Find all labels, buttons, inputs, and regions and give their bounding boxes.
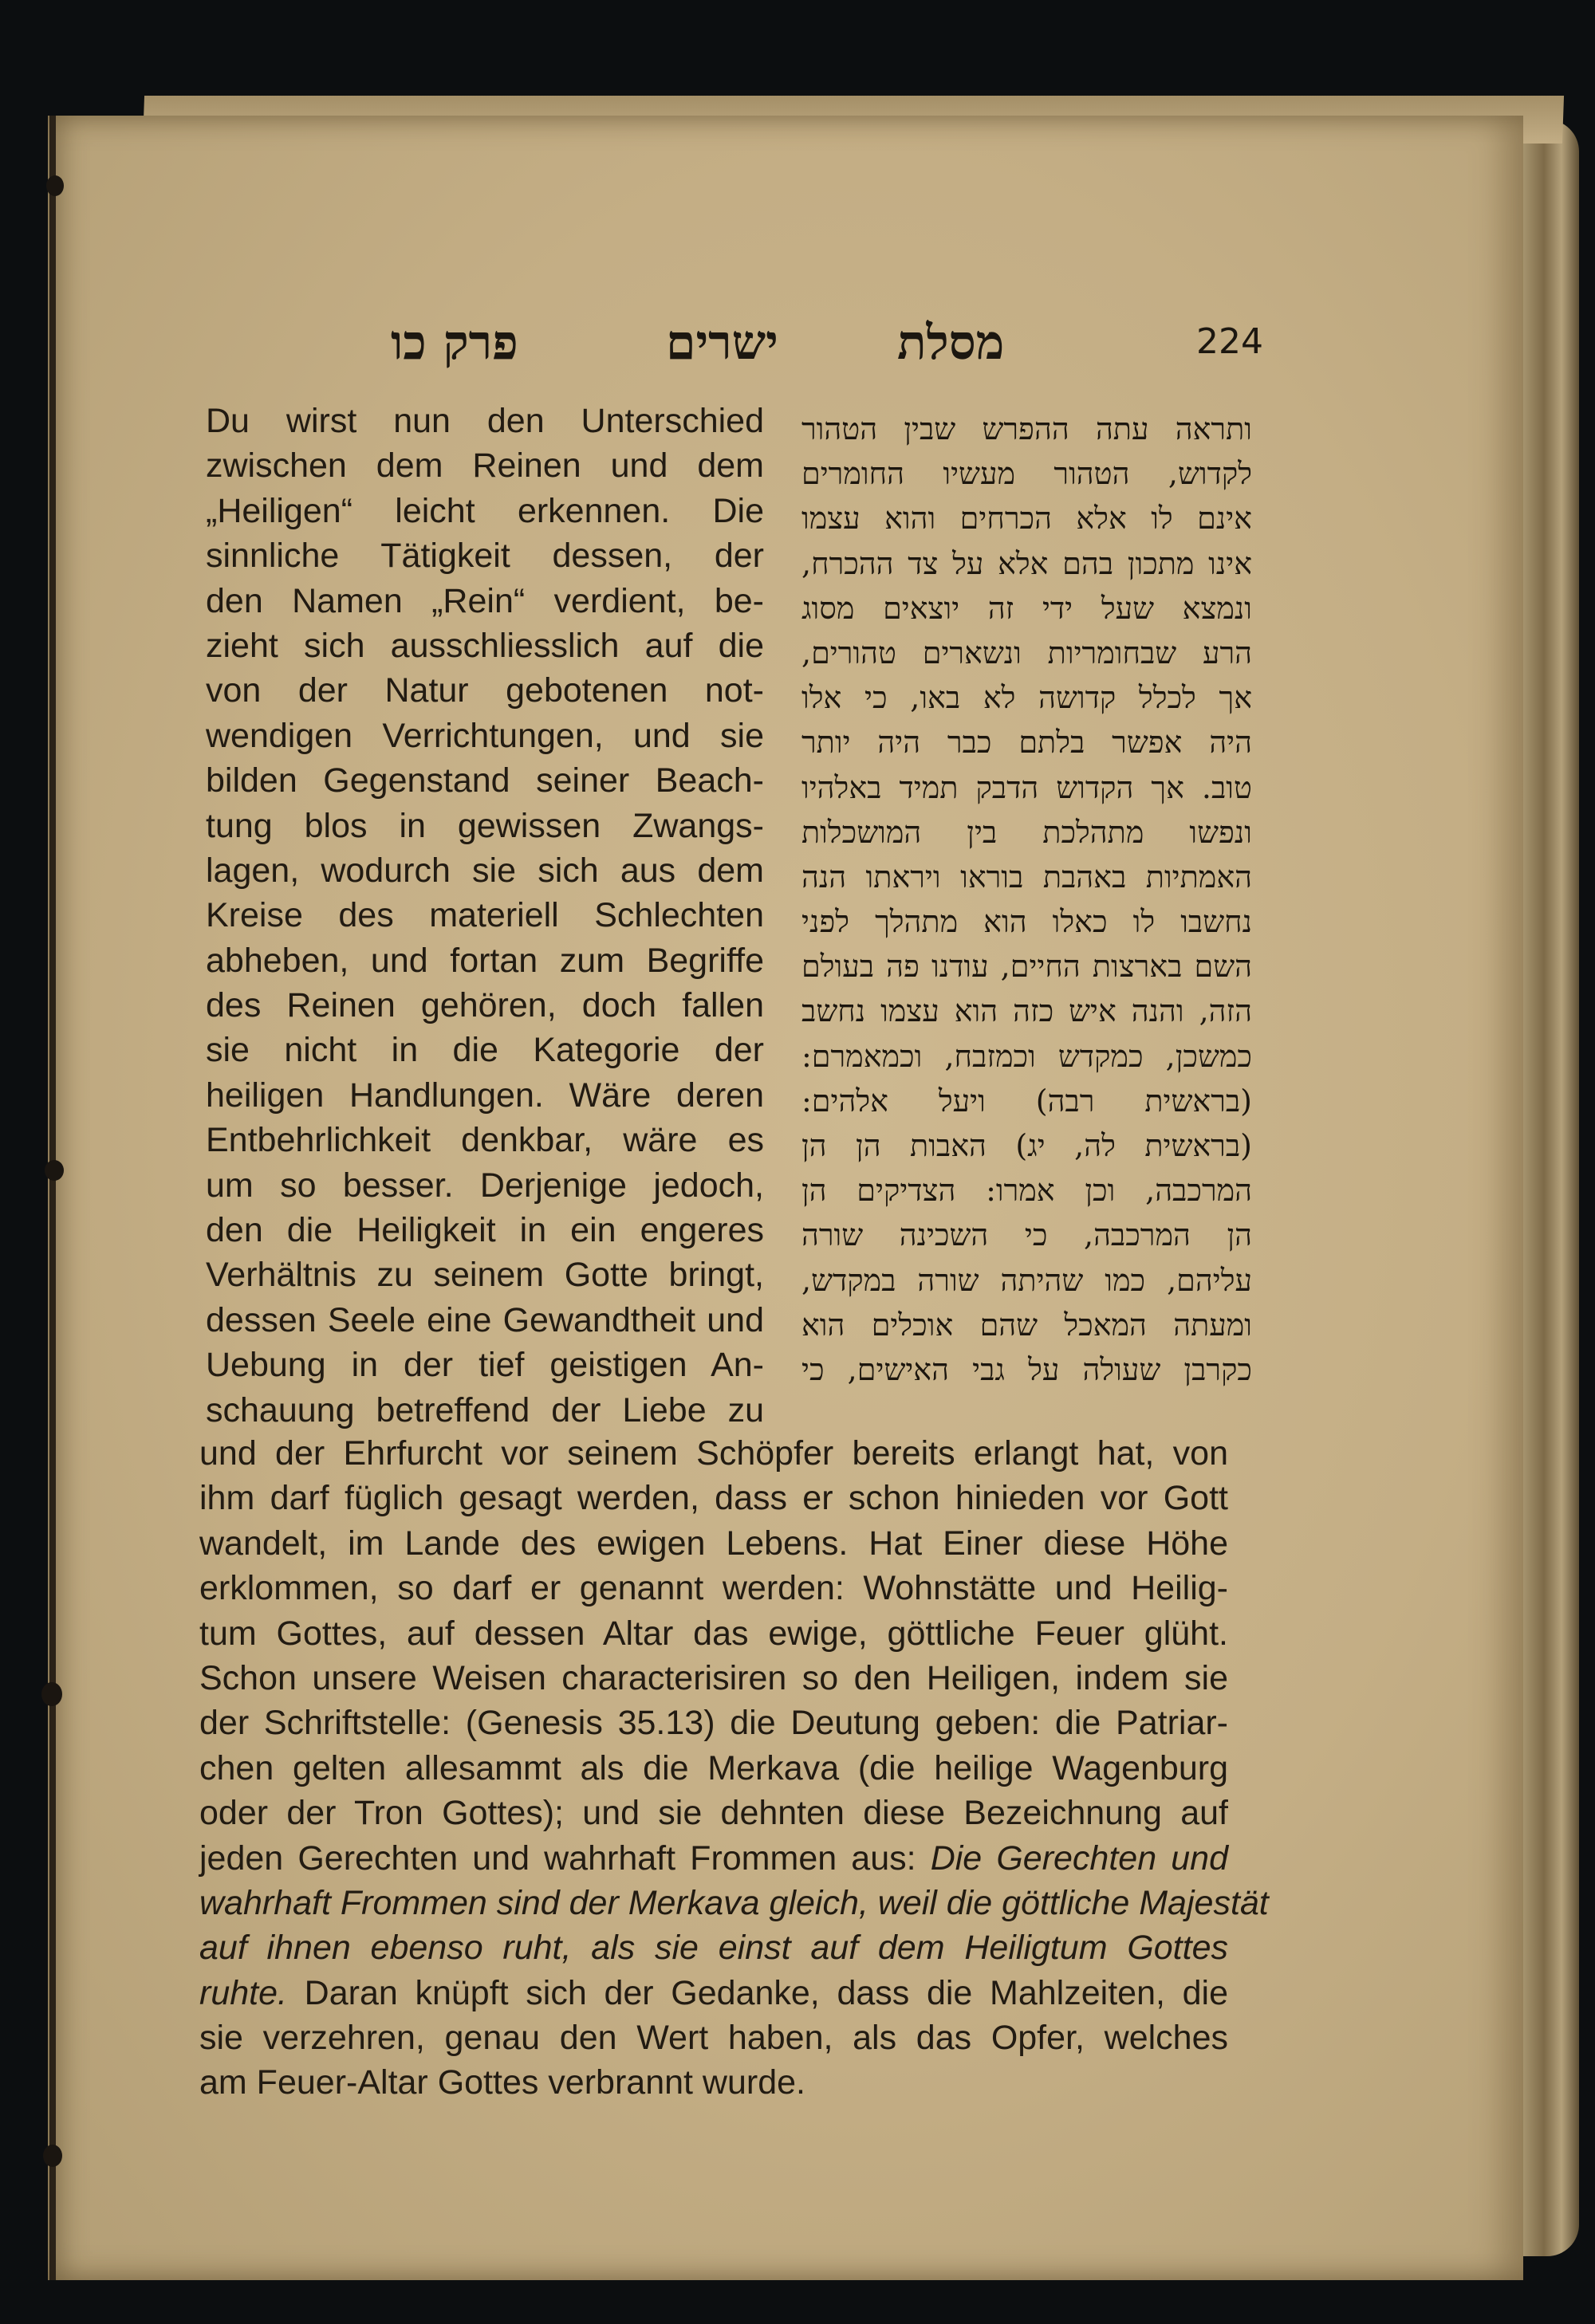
paragraph-line: erklommen, so darf er genannt werden: Wohnstätte und Heilig- [199,1569,1228,1608]
german-line: zwischen dem Reinen und dem [206,446,764,486]
header-title-word-2: ישרים [666,315,778,371]
german-line: bilden Gegenstand seiner Beach- [206,761,764,800]
german-line: den Namen „Rein“ verdient, be- [206,581,764,620]
hebrew-line: הן המרכבה, כי השכינה שורה [801,1217,1252,1253]
hebrew-line: אינם לו אלא הכרחים והוא עצמו [801,501,1252,537]
hebrew-line: כמשכן, כמקדש וכמזבח, וכמאמרם: [801,1038,1252,1074]
binding-mark [43,2145,62,2167]
german-line: Kreise des materiell Schlechten [206,896,764,935]
hebrew-line: (בראשית לה, יג) האבות הן הן [801,1128,1252,1163]
header-chapter: פרק כו [391,315,518,371]
hebrew-line: כקרבן שעולה על גבי האישים, כי [801,1351,1252,1387]
german-line: zieht sich ausschliesslich auf die [206,626,764,665]
paragraph-line-mixed [199,1836,1228,1881]
book-spine [49,116,56,2280]
hebrew-line: ומעתה המאכל שהם אוכלים הוא [801,1307,1252,1343]
paragraph-line: wandelt, im Lande des ewigen Lebens. Hat Einer diese Höhe [199,1524,1228,1563]
hebrew-line: אינו מתכון בהם אלא על צד ההכרח, [801,545,1252,581]
binding-mark [41,1682,62,1706]
german-line: Verhältnis zu seinem Gotte bringt, [206,1256,764,1295]
hebrew-line: הרע שבחומריות ונשארים טהורים, [801,635,1252,670]
hebrew-line: אך לכלל קדושה לא באו, כי אלו [801,680,1252,716]
hebrew-line: ונמצא שעל ידי זה יוצאים מסוג [801,590,1252,626]
italic-quote-line: wahrhaft Frommen sind der Merkava gleich, weil die göttliche Majestät [199,1883,1269,1922]
german-line: Uebung in der tief geistigen An- [206,1346,764,1385]
german-line: tung blos in gewissen Zwangs- [206,806,764,845]
hebrew-line: (בראשית רבה) ויעל אלהים: [801,1083,1252,1119]
hebrew-line: עליהם, כמו שהיתה שורה במקדש, [801,1262,1252,1298]
paragraph-line: am Feuer-Altar Gottes verbrannt wurde. [199,2063,805,2102]
paragraph-line: chen gelten allesammt als die Merkava (die heilige Wagenburg [199,1748,1228,1787]
normal-text: jeden Gerechten und wahrhaft Frommen aus: [199,1838,931,1878]
paragraph-line: tum Gottes, auf dessen Altar das ewige, göttliche Feuer glüht. [199,1614,1228,1653]
full-width-paragraph [199,1431,1269,2106]
hebrew-line: הזה, והנה איש כזה הוא עצמו נחשב [801,993,1252,1029]
hebrew-line: טוב. אך הקדוש הדבק תמיד באלהיו [801,769,1252,805]
german-line: wendigen Verrichtungen, und sie [206,716,764,755]
paragraph-line: sie verzehren, genau den Wert haben, als das Opfer, welches [199,2019,1228,2058]
paragraph-line-mixed [199,1971,1228,2015]
german-line: dessen Seele eine Gewandtheit und [206,1300,764,1339]
german-line: „Heiligen“ leicht erkennen. Die [206,491,764,530]
german-line: den die Heiligkeit in ein engeres [206,1211,764,1250]
german-line: von der Natur gebotenen not- [206,671,764,710]
german-line: abheben, und fortan zum Begriffe [206,941,764,980]
hebrew-line: ונפשו מתהלכת בין המושכלות [801,814,1252,850]
header-title-word-1: מסלת [897,315,1005,371]
german-line: um so besser. Derjenige jedoch, [206,1166,764,1205]
binding-mark [46,175,64,196]
paragraph-line: und der Ehrfurcht vor seinem Schöpfer bereits erlangt hat, von [199,1434,1228,1473]
hebrew-column [801,407,1252,1392]
italic-quote-line: auf ihnen ebenso ruht, als sie einst auf dem Heiligtum Gottes [199,1929,1228,1968]
paragraph-line: Schon unsere Weisen characterisiren so den Heiligen, indem sie [199,1658,1228,1697]
german-line: sinnliche Tätigkeit dessen, der [206,537,764,576]
german-line: Du wirst nun den Unterschied [206,402,764,440]
binding-mark [45,1160,64,1181]
page-header [335,315,1263,379]
italic-text: Die Gerechten und [930,1838,1228,1878]
normal-text: Daran knüpft sich der Gedanke, dass die Mahlzeiten, die [286,1973,1228,2012]
hebrew-line: היה אפשר בלתם כבר היה יותר [801,725,1252,761]
hebrew-line: ותראה עתה ההפרש שבין הטהור [801,411,1252,446]
paragraph-line: oder der Tron Gottes); und sie dehnten diese Bezeichnung auf [199,1794,1228,1833]
paragraph-line: der Schriftstelle: (Genesis 35.13) die Deutung geben: die Patriar- [199,1704,1228,1743]
paragraph-line: ihm darf füglich gesagt werden, dass er schon hinieden vor Gott [199,1479,1228,1518]
german-line: des Reinen gehören, doch fallen [206,986,764,1025]
german-line: schauung betreffend der Liebe zu [206,1390,764,1429]
german-line: lagen, wodurch sie sich aus dem [206,851,764,890]
hebrew-line: נחשבו לו כאלו הוא מתהלך לפני [801,904,1252,940]
german-line: sie nicht in die Kategorie der [206,1031,764,1070]
german-line: heiligen Handlungen. Wäre deren [206,1075,764,1115]
italic-text: ruhte. [199,1973,287,2012]
hebrew-line: האמתיות באהבת בוראו ויראתו הנה [801,859,1252,895]
hebrew-line: השם בארצות החיים, עודנו פה בעולם [801,949,1252,985]
page-number: 224 [1196,321,1263,362]
german-line: Entbehrlichkeit denkbar, wäre es [206,1121,764,1160]
german-column [206,399,764,1433]
hebrew-line: לקדוש, הטהור מעשיו החומרים [801,456,1252,492]
hebrew-line: המרכבה, וכן אמרו: הצדיקים הן [801,1173,1252,1209]
